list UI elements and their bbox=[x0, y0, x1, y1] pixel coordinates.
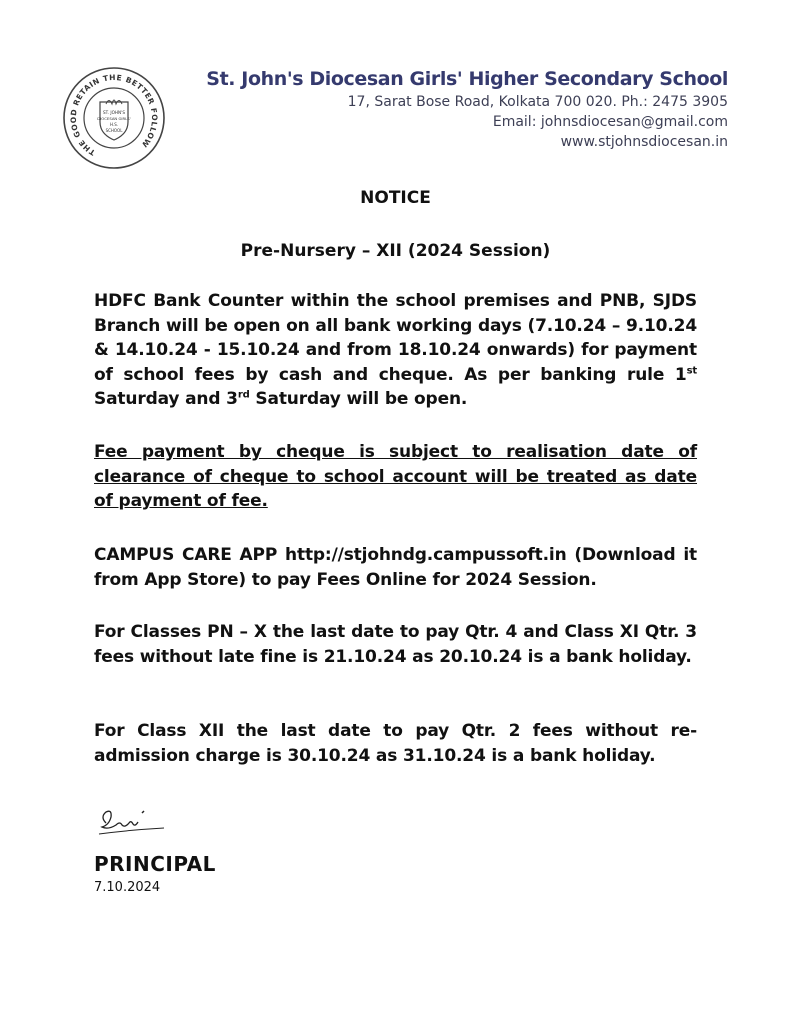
school-logo bbox=[62, 66, 166, 170]
logo-motto: THE GOOD RETAIN THE BETTER FOLLOW bbox=[68, 72, 160, 158]
classes-pn-x-deadline-paragraph: For Classes PN – X the last date to pay Qtr. 4 and Class XI Qtr. 3 fees without late fine is 21.10.24 as 20.10.24 is a bank holiday. bbox=[94, 622, 697, 667]
notice-date: 7.10.2024 bbox=[94, 880, 161, 895]
cheque-policy-paragraph: Fee payment by cheque is subject to realisation date of clearance of cheque to school account will be treated as date of payment of fee. bbox=[94, 442, 697, 511]
letterhead bbox=[206, 66, 728, 152]
svg-text:DIOCESAN GIRLS': DIOCESAN GIRLS' bbox=[97, 116, 131, 121]
signatory-title: PRINCIPAL bbox=[94, 852, 216, 876]
svg-text:SCHOOL: SCHOOL bbox=[105, 128, 123, 133]
session-title: Pre-Nursery – XII (2024 Session) bbox=[240, 241, 551, 261]
svg-text:H.S.: H.S. bbox=[109, 122, 119, 127]
school-email: Email: johnsdiocesan@gmail.com bbox=[492, 114, 728, 130]
school-address: 17, Sarat Bose Road, Kolkata 700 020. Ph.: 2475 3905 bbox=[347, 94, 728, 110]
principal-signature bbox=[94, 797, 176, 847]
bank-counter-paragraph: HDFC Bank Counter within the school premises and PNB, SJDS Branch will be open on all bank working days (7.10.24 – 9.10.24 & 14.10.24 - 15.10.24 and from 18.10.24 onwards) for payment of school fees by cash and cheque. As per banking rule 1st Saturday and 3rd Saturday will be open. bbox=[94, 291, 697, 409]
campus-care-app-paragraph: CAMPUS CARE APP http://stjohndg.campussoft.in (Download it from App Store) to pay Fees Online for 2024 Session. bbox=[94, 545, 697, 590]
notice-title: NOTICE bbox=[360, 188, 431, 208]
class-xii-deadline-paragraph: For Class XII the last date to pay Qtr. 2 fees without re-admission charge is 30.10.24 as 31.10.24 is a bank holiday. bbox=[94, 721, 697, 766]
school-website: www.stjohnsdiocesan.in bbox=[560, 134, 728, 150]
svg-text:ST. JOHN'S: ST. JOHN'S bbox=[102, 110, 126, 115]
school-name: St. John's Diocesan Girls' Higher Secondary School bbox=[206, 68, 728, 90]
